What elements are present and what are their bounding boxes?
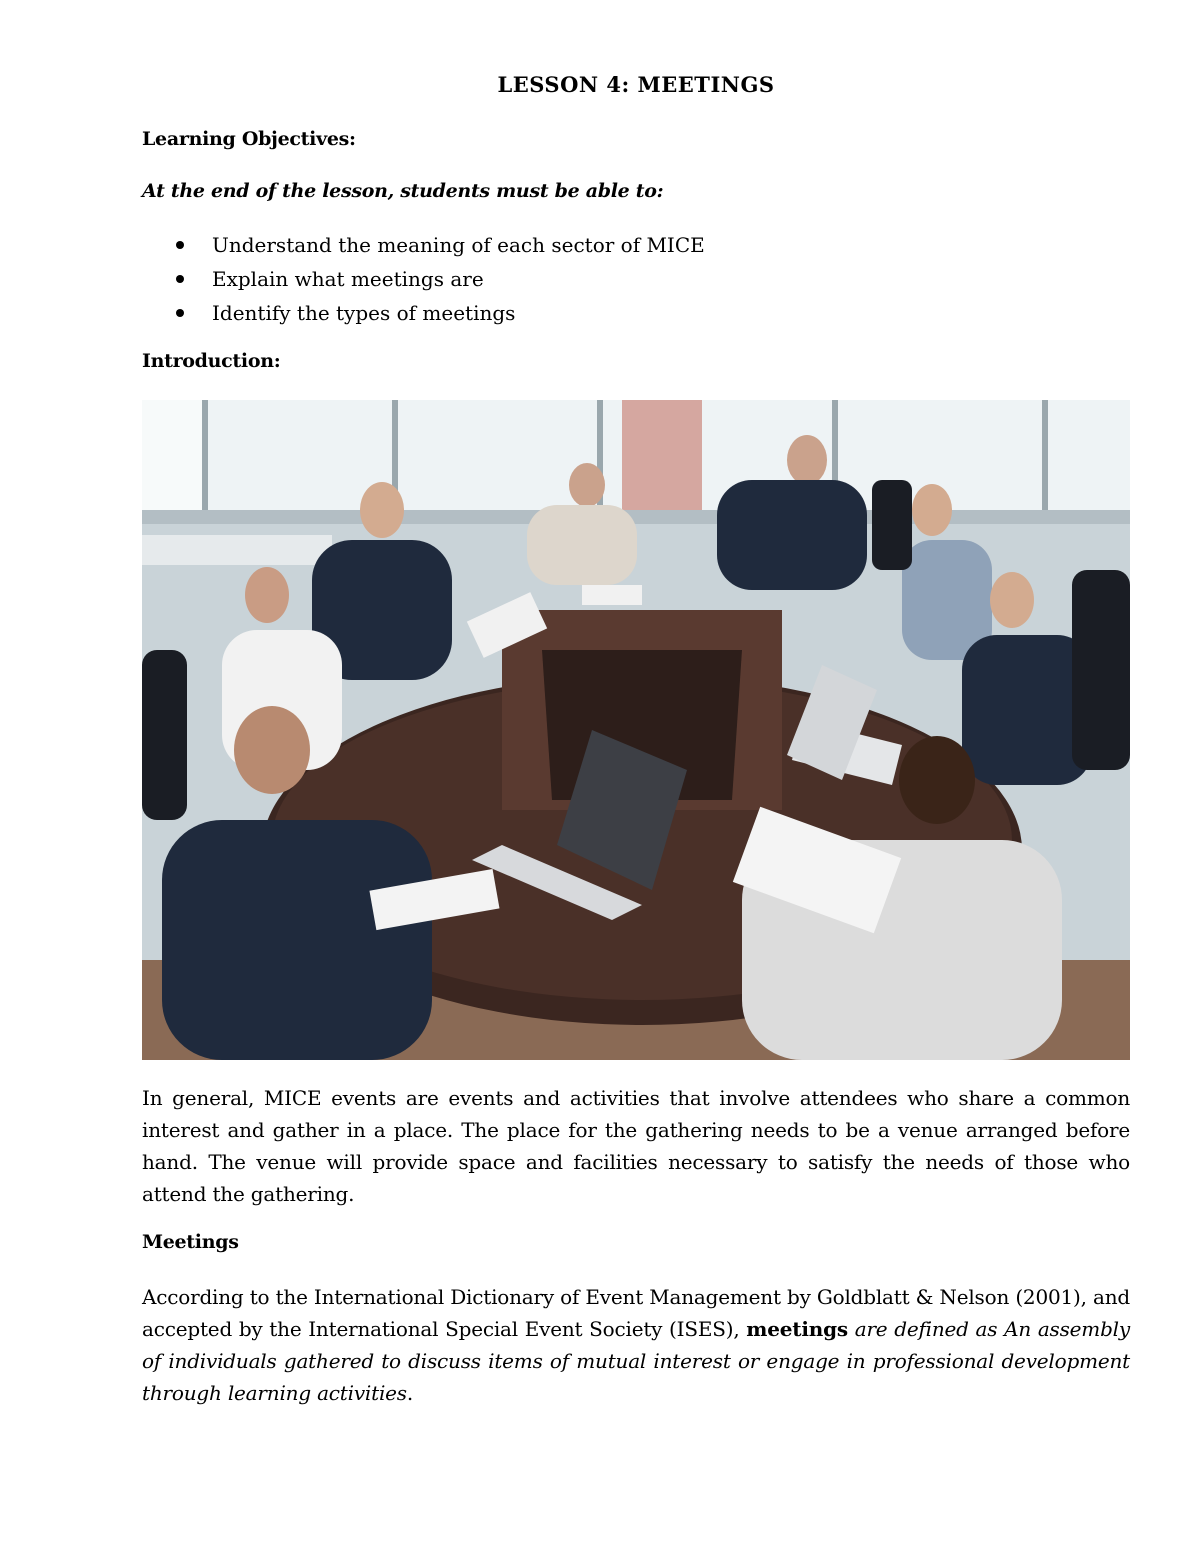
list-item <box>142 228 705 262</box>
meetings-intro-text: According to the International Dictionary of Event Management by Goldblatt & Nelson (2001), and accepted by the International Special Event Society (ISES), <box>142 1285 1130 1341</box>
bullet-icon <box>176 275 184 283</box>
list-item <box>142 262 705 296</box>
bullet-icon <box>176 241 184 249</box>
introduction-heading: Introduction: <box>142 350 281 372</box>
meetings-definition: are defined as An assembly of individuals gathered to discuss items of mutual interest or engage in professional development through learning activities <box>142 1317 1130 1405</box>
meetings-heading: Meetings <box>142 1231 239 1253</box>
lesson-title: LESSON 4: MEETINGS <box>497 72 775 97</box>
objective-text: Understand the meaning of each sector of MICE <box>212 233 705 257</box>
meetings-period: . <box>406 1381 414 1405</box>
intro-paragraph: In general, MICE events are events and activities that involve attendees who share a common interest and gather in a place. The place for the gathering needs to be a venue arranged before hand. The venue will provide space and facilities necessary to satisfy the needs of those who attend the gathering. <box>142 1086 1130 1206</box>
objectives-heading: Learning Objectives: <box>142 128 356 150</box>
list-item <box>142 296 705 330</box>
meeting-photo-illustration <box>142 400 1130 1060</box>
meetings-paragraph <box>142 1281 1130 1409</box>
bullet-icon <box>176 309 184 317</box>
objective-text: Explain what meetings are <box>212 267 484 291</box>
objectives-list <box>142 228 705 330</box>
objective-text: Identify the types of meetings <box>212 301 516 325</box>
meetings-term: meetings <box>746 1317 848 1341</box>
objectives-lead: At the end of the lesson, students must be able to: <box>142 180 664 202</box>
meeting-photo <box>142 400 1130 1060</box>
